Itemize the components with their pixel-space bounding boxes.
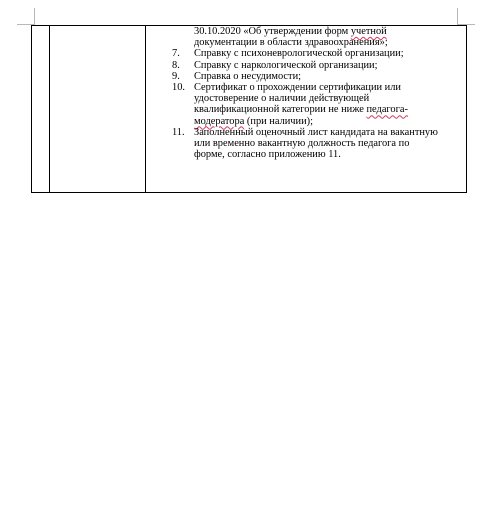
text-line [194, 127, 468, 138]
text-line [194, 104, 468, 115]
list-item [172, 48, 468, 59]
spellcheck-flagged-word: педагога- [366, 104, 408, 116]
text-run: или временно вакантную должность педагога по [194, 138, 410, 150]
list-item [172, 26, 468, 48]
list-item [172, 82, 468, 127]
text-run: 30.10.2020 «Об утверждении форм [194, 26, 351, 37]
text-run: документации в области здравоохранения»; [194, 37, 388, 49]
list-item-text [194, 26, 468, 48]
text-line [194, 60, 468, 71]
list-item-number: 10. [172, 82, 185, 94]
page-corner-mark [34, 8, 35, 25]
text-line [194, 138, 468, 149]
list-item [172, 60, 468, 71]
text-line [194, 82, 468, 93]
text-line [194, 149, 468, 160]
list-item-text [194, 71, 468, 82]
text-line [194, 116, 468, 127]
text-run: Справку с психоневрологической организации; [194, 48, 404, 60]
list-item-text [194, 82, 468, 127]
text-run: Заполненный оценочный лист кандидата на вакантную [194, 126, 438, 138]
list-item-text [194, 127, 468, 161]
text-run: удостоверение о наличии действующей [194, 93, 370, 105]
table-cell-requirements-list[interactable] [172, 26, 468, 160]
text-line [194, 93, 468, 104]
text-run: Справку с наркологической организации; [194, 59, 378, 71]
text-run: форме, согласно приложению 11. [194, 149, 341, 161]
text-run: Сертификат о прохождении сертификации или [194, 82, 401, 94]
text-line [194, 71, 468, 82]
page-corner-mark [457, 8, 458, 25]
list-item-number: 11. [172, 126, 185, 138]
text-line [194, 26, 468, 37]
list-item [172, 127, 468, 161]
text-run: Справка о несудимости; [194, 70, 302, 82]
document-table [31, 25, 467, 193]
list-item-text [194, 48, 468, 59]
table-column-divider [145, 26, 146, 192]
list-item-number: 9. [172, 70, 180, 82]
text-run: квалификационной категории не ниже [194, 104, 367, 116]
text-line [194, 37, 468, 48]
spellcheck-flagged-word: учетной [350, 26, 387, 37]
text-run: (при наличии); [244, 115, 314, 127]
text-line [194, 48, 468, 59]
spellcheck-flagged-word: модератора [194, 115, 245, 127]
table-column-divider [49, 26, 50, 192]
list-item-number: 8. [172, 59, 180, 71]
list-item-number: 7. [172, 48, 180, 60]
list-item [172, 71, 468, 82]
list-item-text [194, 60, 468, 71]
